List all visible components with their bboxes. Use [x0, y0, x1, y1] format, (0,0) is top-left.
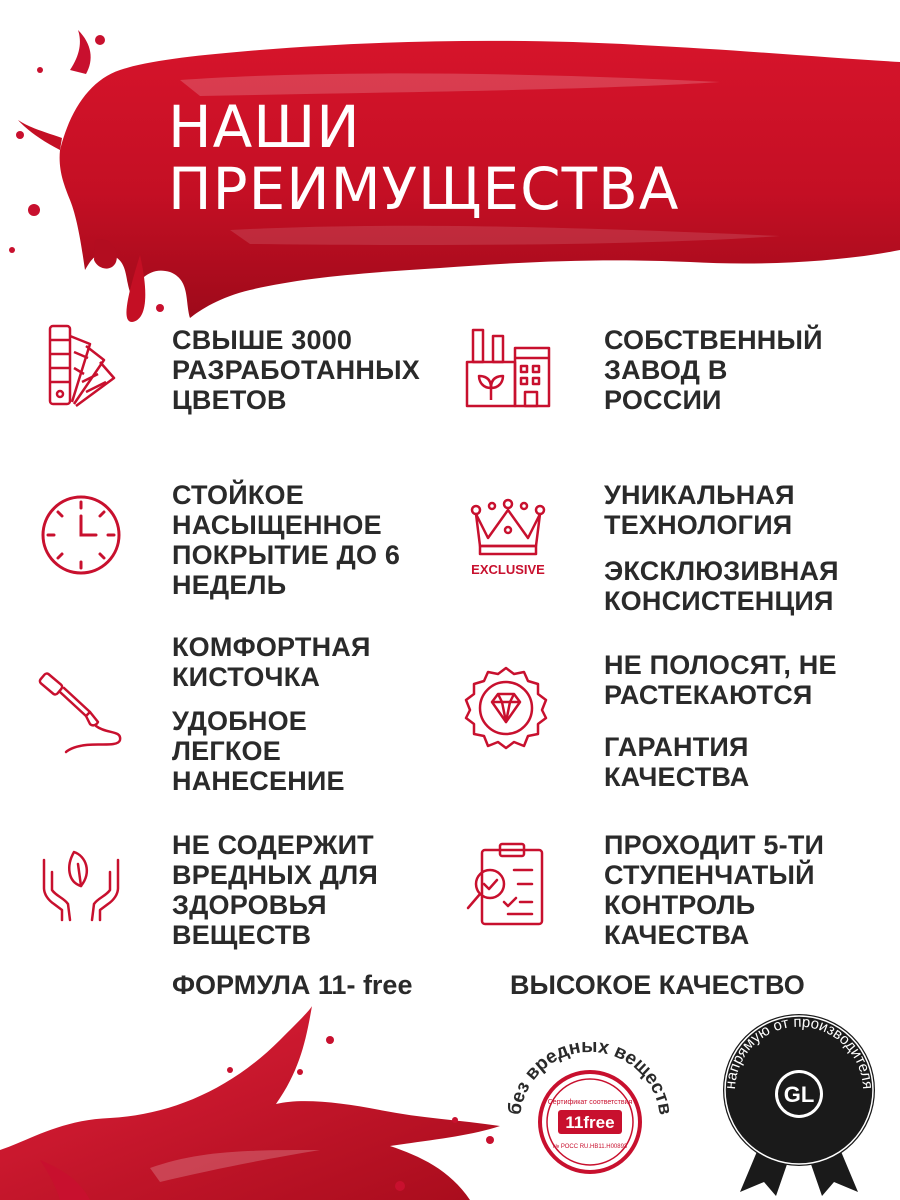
hands-leaf-icon	[38, 842, 124, 922]
gl-manufacturer-badge	[714, 1010, 884, 1198]
feature-safe-text: НЕ СОДЕРЖИТ ВРЕДНЫХ ДЛЯ ЗДОРОВЬЯ ВЕЩЕСТВ	[172, 830, 378, 950]
crown-exclusive-icon	[462, 498, 554, 582]
feature-brush-text: КОМФОРТНАЯ КИСТОЧКА	[172, 632, 371, 692]
gl-arc-text: напрямую от производителя	[721, 1013, 877, 1090]
stamp-small-bottom: № РОСС RU.НВ11.Н00893	[552, 1144, 628, 1150]
high-quality-label: ВЫСОКОЕ КАЧЕСТВО	[510, 970, 805, 1000]
nail-polish-brush-icon	[36, 664, 128, 756]
feature-durable-text: СТОЙКОЕ НАСЫЩЕННОЕ ПОКРЫТИЕ ДО 6 НЕДЕЛЬ	[172, 480, 401, 600]
feature-unique-text: УНИКАЛЬНАЯ ТЕХНОЛОГИЯ	[604, 480, 795, 540]
diamond-badge-icon	[462, 664, 550, 752]
gl-logo-text: GL	[783, 1082, 815, 1107]
formula-label: ФОРМУЛА 11- free	[172, 970, 413, 1000]
feature-quality-text-2: ГАРАНТИЯ КАЧЕСТВА	[604, 732, 750, 792]
clock-icon	[38, 492, 124, 578]
feature-brush-text-2: УДОБНОЕ ЛЕГКОЕ НАНЕСЕНИЕ	[172, 706, 345, 796]
feature-quality-text: НЕ ПОЛОСЯТ, НЕ РАСТЕКАЮТСЯ	[604, 650, 837, 710]
feature-colors-text: СВЫШЕ 3000 РАЗРАБОТАННЫХ ЦВЕТОВ	[172, 325, 420, 415]
page-title-line1: НАШИ	[168, 93, 361, 161]
stamp-11free	[500, 1022, 680, 1192]
feature-factory-text: СОБСТВЕННЫЙ ЗАВОД В РОССИИ	[604, 325, 823, 415]
exclusive-badge-text: EXCLUSIVE	[471, 562, 545, 577]
stamp-arc-text: без вредных веществ	[504, 1035, 676, 1117]
palette-fan-icon	[42, 322, 122, 412]
feature-unique-text-2: ЭКСКЛЮЗИВНАЯ КОНСИСТЕНЦИЯ	[604, 556, 839, 616]
red-paint-splash-bottom	[0, 1000, 520, 1200]
stamp-small-top: Сертификат соответствия	[547, 1099, 633, 1106]
page-title-line2: ПРЕИМУЩЕСТВА	[168, 155, 680, 223]
factory-icon	[463, 320, 553, 410]
stamp-center-text: 11free	[565, 1113, 615, 1132]
feature-control-text: ПРОХОДИТ 5-ТИ СТУПЕНЧАТЫЙ КОНТРОЛЬ КАЧЕСТВА	[604, 830, 825, 950]
clipboard-check-icon	[464, 840, 552, 928]
